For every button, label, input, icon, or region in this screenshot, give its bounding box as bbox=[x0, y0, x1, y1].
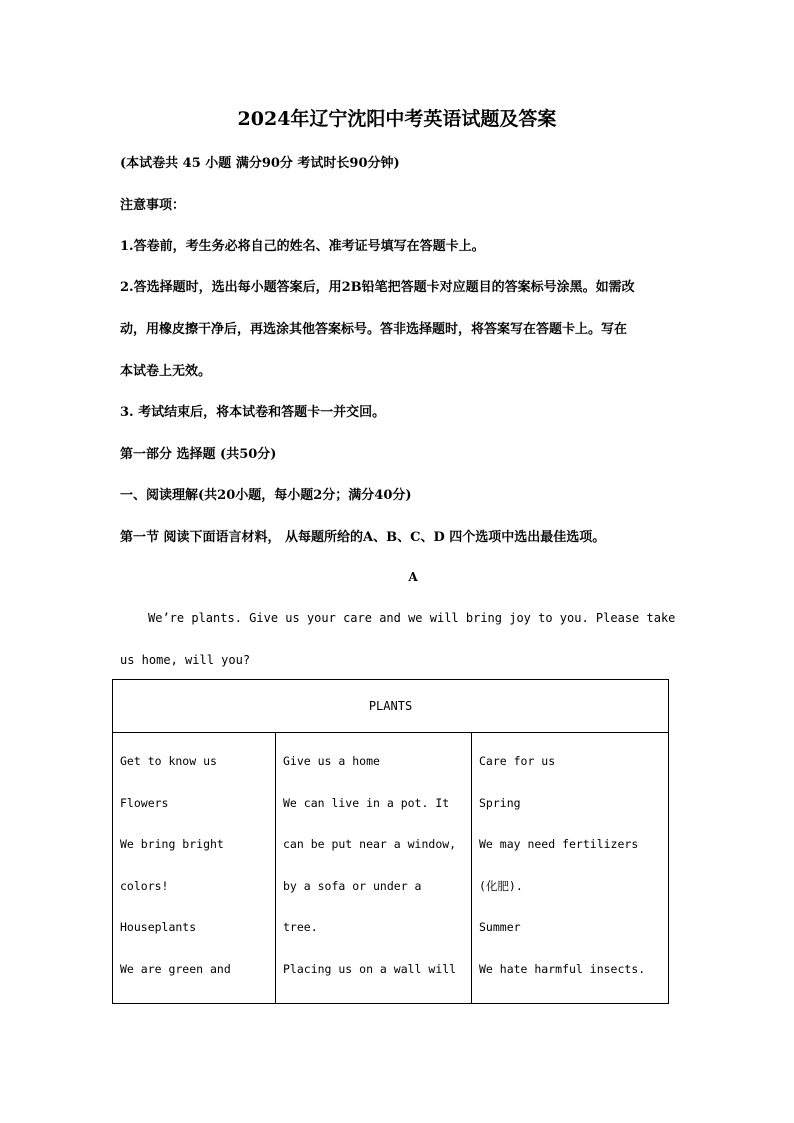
notice-item-2-line-3: 本试卷上无效。 bbox=[120, 364, 212, 379]
table-cell: by a sofa or under a bbox=[283, 878, 422, 893]
table-cell: Give us a home bbox=[283, 754, 380, 768]
section-instruction: 第一节 阅读下面语言材料， 从每题所给的A、B、C、D 四个选项中选出最佳选项。 bbox=[120, 530, 606, 545]
notice-item-2-line-1: 2.答选择题时，选出每小题答案后，用2B铅笔把答题卡对应题目的答案标号涂黑。如需改 bbox=[120, 280, 635, 295]
table-cell: Houseplants bbox=[120, 920, 197, 935]
table-cell: We bring bright bbox=[120, 837, 224, 852]
table-cell: Flowers bbox=[120, 795, 169, 810]
part-heading: 第一部分 选择题 (共50分) bbox=[120, 447, 277, 462]
exam-info: (本试卷共 45 小题 满分90分 考试时长90分钟) bbox=[120, 156, 400, 171]
notice-item-3: 3. 考试结束后，将本试卷和答题卡一并交回。 bbox=[120, 405, 386, 420]
table-cell: tree. bbox=[283, 920, 318, 935]
table-column-get-to-know-us bbox=[113, 733, 276, 1004]
table-cell: Placing us on a wall will bbox=[283, 961, 457, 976]
table-cell: We may need fertilizers bbox=[479, 837, 639, 852]
table-cell: Get to know us bbox=[120, 754, 217, 768]
notice-item-1: 1.答卷前，考生务必将自己的姓名、准考证号填写在答题卡上。 bbox=[120, 239, 485, 254]
section-heading: 一、阅读理解(共20小题，每小题2分；满分40分) bbox=[120, 488, 412, 503]
table-cell: can be put near a window, bbox=[283, 837, 457, 852]
notice-item-2-line-2: 动，用橡皮擦干净后，再选涂其他答案标号。答非选择题时，将答案写在答题卡上。写在 bbox=[120, 322, 628, 337]
table-cell: We can live in a pot. It bbox=[283, 795, 450, 810]
intro-line-1: We’re plants. Give us your care and we will bring joy to you. Please take bbox=[148, 611, 676, 625]
table-cell: Summer bbox=[479, 920, 521, 935]
table-column-give-us-a-home bbox=[276, 733, 472, 1004]
notice-heading: 注意事项： bbox=[120, 198, 186, 213]
passage-label: A bbox=[408, 570, 418, 584]
table-cell: Care for us bbox=[479, 754, 556, 768]
plants-table bbox=[112, 679, 669, 1004]
page-title: 2024年辽宁沈阳中考英语试题及答案 bbox=[237, 108, 557, 130]
intro-line-2: us home, will you? bbox=[120, 653, 251, 667]
table-cell: colors! bbox=[120, 878, 169, 893]
table-header: PLANTS bbox=[113, 680, 669, 733]
table-cell: We hate harmful insects. bbox=[479, 961, 646, 976]
table-cell: Spring bbox=[479, 795, 521, 810]
table-cell: We are green and bbox=[120, 961, 231, 976]
table-column-care-for-us bbox=[472, 733, 669, 1004]
table-cell: (化肥). bbox=[479, 878, 523, 893]
